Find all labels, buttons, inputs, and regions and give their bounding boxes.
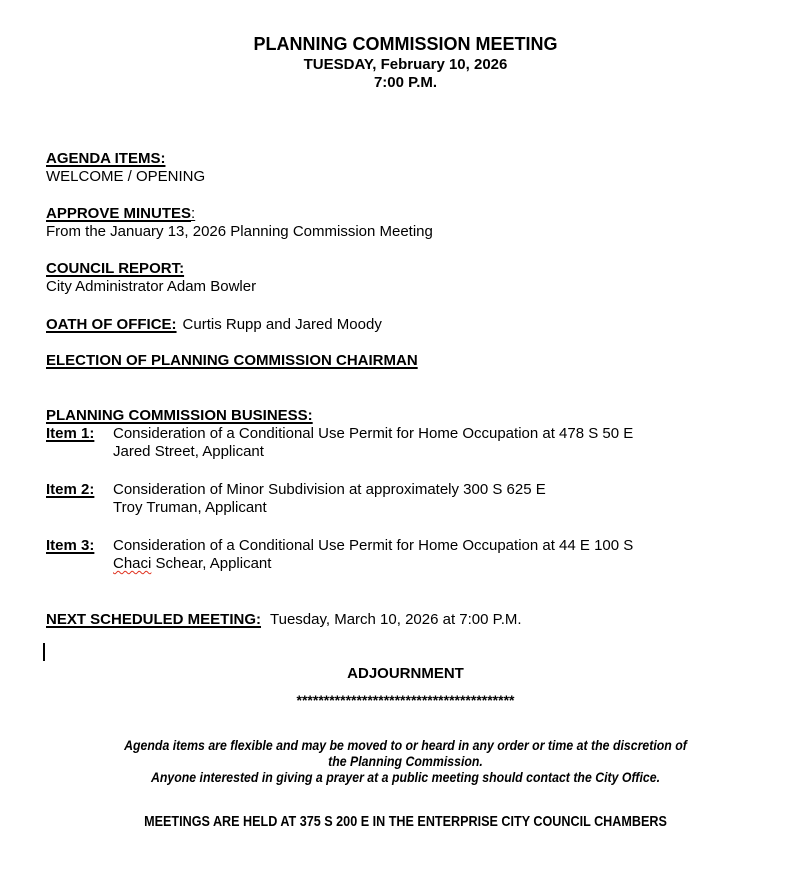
next-meeting-body: Tuesday, March 10, 2026 at 7:00 P.M.	[270, 611, 522, 628]
business-heading: PLANNING COMMISSION BUSINESS:	[46, 407, 313, 424]
item-2-label: Item 2:	[46, 481, 95, 498]
business-item-2	[46, 481, 765, 517]
council-report-body: City Administrator Adam Bowler	[46, 278, 257, 295]
section-agenda-items	[46, 150, 765, 186]
section-business	[46, 407, 765, 573]
item-3-label: Item 3:	[46, 537, 95, 554]
business-item-1	[46, 425, 765, 461]
agenda-items-body: WELCOME / OPENING	[46, 168, 206, 185]
notice-line-3: Anyone interested in giving a prayer at a public meeting should contact the City Office.	[150, 769, 661, 785]
notice-line-2: the Planning Commission.	[328, 753, 483, 769]
section-next-meeting	[46, 611, 765, 629]
oath-heading: OATH OF OFFICE:	[46, 316, 177, 333]
meeting-time: 7:00 P.M.	[373, 74, 438, 91]
text-cursor	[43, 643, 45, 661]
business-item-3	[46, 537, 765, 573]
item-1-line2: Jared Street, Applicant	[113, 443, 264, 460]
meeting-date: TUESDAY, February 10, 2026	[303, 56, 508, 73]
notice-line-1: Agenda items are flexible and may be moved to or heard in any order or time at the discretion of	[124, 737, 687, 753]
adjournment-heading: ADJOURNMENT	[347, 665, 464, 682]
oath-body: Curtis Rupp and Jared Moody	[182, 316, 382, 333]
item-3-line2	[113, 555, 765, 573]
section-approve-minutes	[46, 205, 765, 241]
flexibility-notice	[89, 737, 722, 785]
item-1-line1: Consideration of a Conditional Use Permit for Home Occupation at 478 S 50 E	[113, 425, 634, 442]
empty-paragraph	[46, 643, 765, 661]
item-2-line2: Troy Truman, Applicant	[113, 499, 267, 516]
council-report-heading: COUNCIL REPORT:	[46, 260, 185, 277]
meeting-location: MEETINGS ARE HELD AT 375 S 200 E IN THE ENTERPRISE CITY COUNCIL CHAMBERS	[144, 813, 667, 830]
item-1-label: Item 1:	[46, 425, 95, 442]
item-3-line2-rest: Schear, Applicant	[151, 555, 272, 572]
section-election	[46, 352, 765, 370]
next-meeting-heading: NEXT SCHEDULED MEETING:	[46, 611, 262, 628]
document-title: PLANNING COMMISSION MEETING	[253, 34, 558, 54]
approve-minutes-heading: APPROVE MINUTES:	[46, 205, 196, 222]
misspelled-word: Chaci	[113, 555, 152, 572]
section-oath-of-office	[46, 316, 765, 334]
section-council-report	[46, 260, 765, 296]
approve-minutes-body: From the January 13, 2026 Planning Commission Meeting	[46, 223, 433, 240]
election-heading: ELECTION OF PLANNING COMMISSION CHAIRMAN	[46, 352, 418, 369]
agenda-items-heading: AGENDA ITEMS:	[46, 150, 166, 167]
approve-minutes-colon: :	[191, 205, 196, 222]
item-2-line1: Consideration of Minor Subdivision at approximately 300 S 625 E	[113, 481, 546, 498]
asterisk-separator: ****************************************	[296, 692, 515, 708]
item-3-line1: Consideration of a Conditional Use Permit for Home Occupation at 44 E 100 S	[113, 537, 634, 554]
